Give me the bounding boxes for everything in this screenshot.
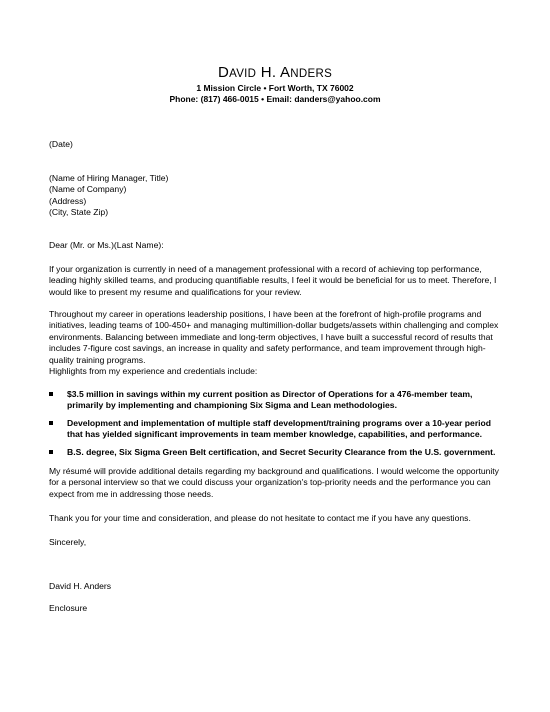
recipient-line: (City, State Zip) [49,207,109,218]
applicant-name [0,64,550,83]
letterhead [0,64,550,105]
name-initial: D [217,64,230,81]
bullet-text: B.S. degree, Six Sigma Green Belt certification, and Secret Security Clearance from the U.S. government. [67,447,496,457]
bullet-text: Development and implementation of multiple staff development/training programs over a 10-year period that has yielded significant improvements in team member knowledge, capabilities, and performance. [67,418,492,440]
closing: Sincerely, [49,537,87,547]
name-first-rest: AVID [229,68,257,80]
recipient-line: (Name of Hiring Manager, Title) [49,173,169,183]
highlights-intro: Highlights from my experience and credentials include: [49,366,258,376]
paragraph-career: Throughout my career in operations leadership positions, I have been at the forefront of high-profile programs and initiatives, leading teams of 100-450+ and managing multimillion-dollar budgets/assets within challenging and complex environments. Balancing between immediate and long-term objectives, I have built a successful record of results that includes 7-figure cost savings, an increase in quality and safety performance, and team improvement through high-quality training programs. [49,309,499,365]
enclosure-line: Enclosure [49,603,88,613]
recipient-line: (Name of Company) [49,184,127,195]
address-line: 1 Mission Circle • Fort Worth, TX 76002 [196,83,354,93]
recipient-block [49,173,509,219]
bullet-text: $3.5 million in savings within my current position as Director of Operations for a 476-member team, primarily by implementing and championing Six Sigma and Lean methodologies. [67,389,473,411]
paragraph-intro: If your organization is currently in need of a management professional with a record of achieving top performance, leading highly skilled teams, and producing quantifiable results, I feel it would be beneficial for us to meet. Therefore, I would like to present my resume and qualifications for your review. [49,264,497,297]
bullet-square-icon [49,421,53,425]
bullet-square-icon [49,392,53,396]
contact-line: Phone: (817) 466-0015 • Email: danders@yahoo.com [169,94,381,104]
recipient-line: (Address) [49,195,87,206]
salutation: Dear (Mr. or Ms.)(Last Name): [49,240,164,250]
date-line: (Date) [49,139,73,149]
paragraph-resume: My résumé will provide additional details regarding my background and qualifications. I would welcome the opportunity for a personal interview so that we could discuss your organization's top-priority needs and the performance you can expect from me in addressing those needs. [49,466,499,499]
signature-name: David H. Anders [49,581,112,591]
name-last-rest: NDERS [290,68,333,80]
paragraph-thanks: Thank you for your time and consideration, and please do not hesitate to contact me if you have any questions. [49,513,471,523]
name-middle: H. A [256,64,291,81]
bullet-square-icon [49,450,53,454]
